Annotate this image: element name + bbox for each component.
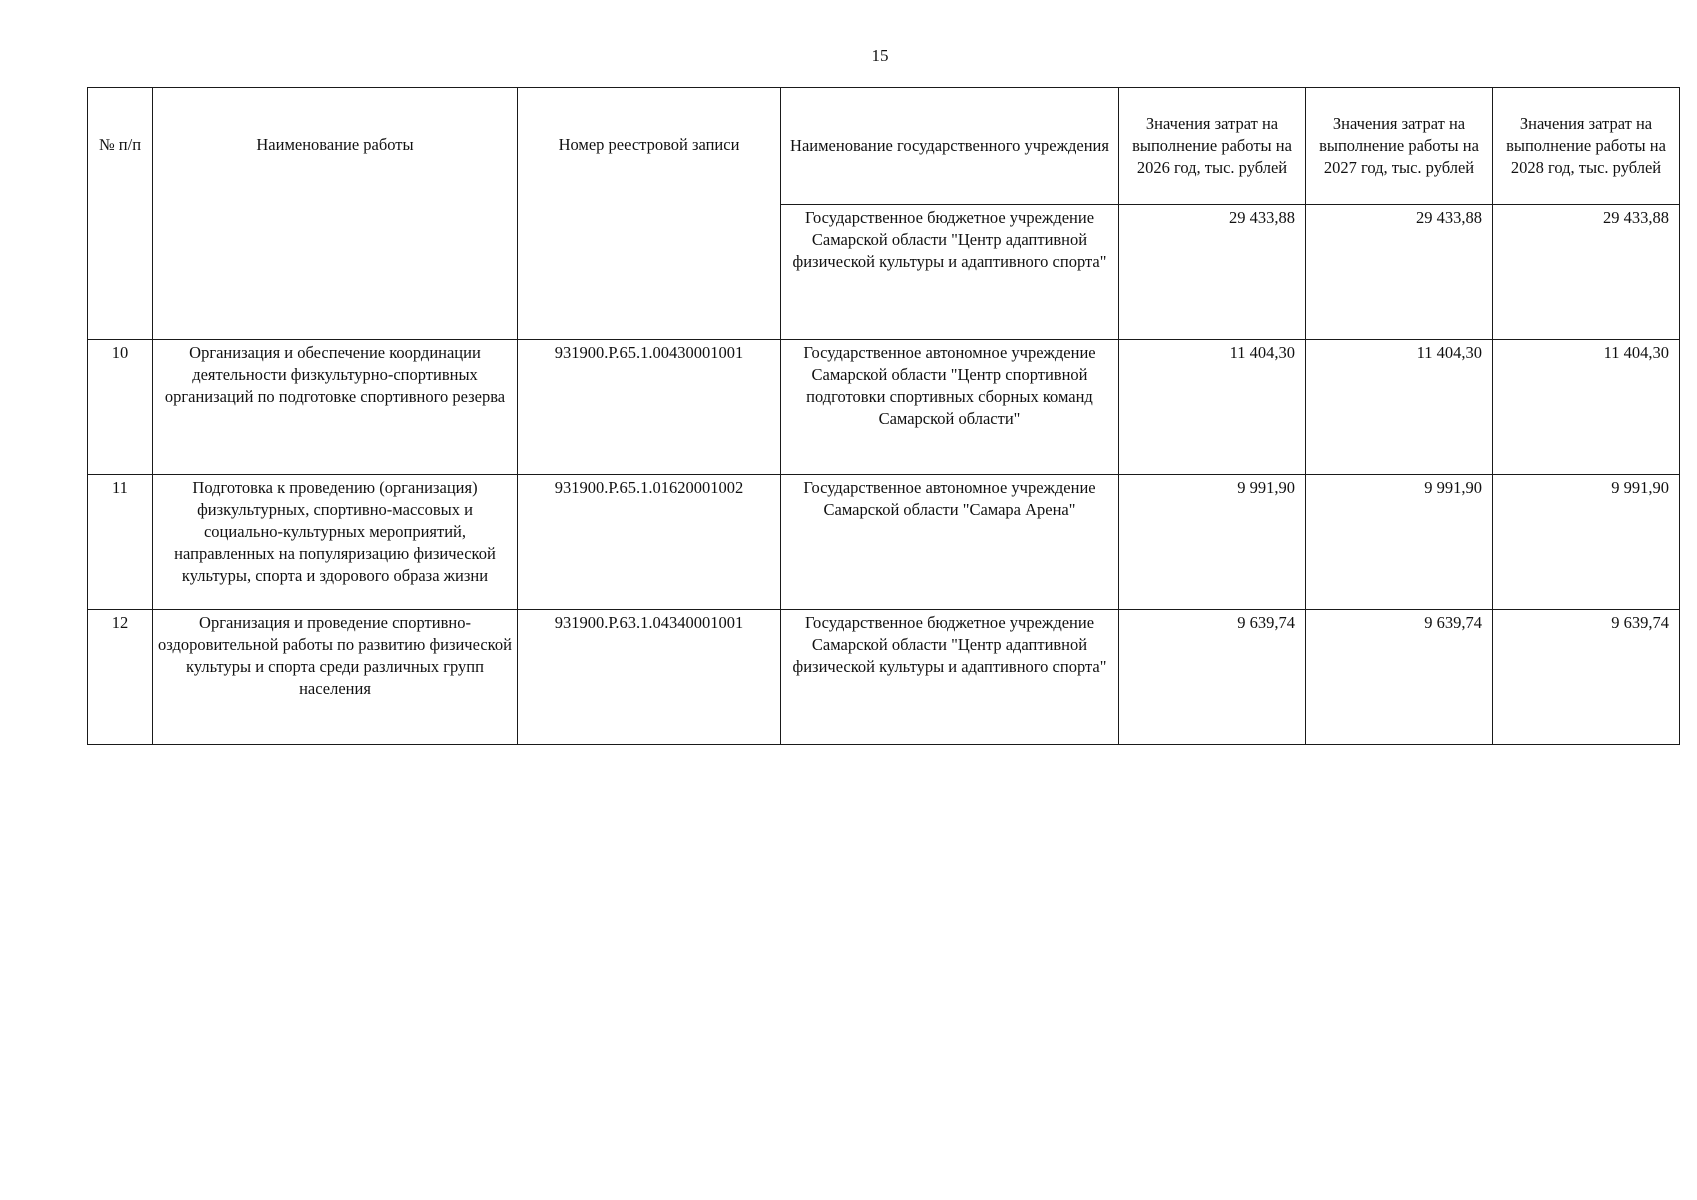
cell-cost-2028: 29 433,88 <box>1493 205 1680 340</box>
cell-cost-2028: 9 639,74 <box>1493 610 1680 745</box>
cell-num: 10 <box>88 340 153 475</box>
cell-cost-2026: 11 404,30 <box>1119 340 1306 475</box>
header-work-name: Наименование работы <box>153 88 518 340</box>
header-registry: Номер реестровой записи <box>518 88 781 340</box>
cell-institution: Государственное автономное учреждение Самарской области "Самара Арена" <box>781 475 1119 610</box>
header-cost-2028: Значения затрат на выполнение работы на 2028 год, тыс. рублей <box>1493 88 1680 205</box>
cell-institution: Государственное автономное учреждение Самарской области "Центр спортивной подготовки спортивных сборных команд Самарской области" <box>781 340 1119 475</box>
table-header-row <box>88 88 1680 205</box>
cell-cost-2028: 11 404,30 <box>1493 340 1680 475</box>
cell-num: 11 <box>88 475 153 610</box>
cell-work-name: Подготовка к проведению (организация) физкультурных, спортивно-массовых и социально-культурных мероприятий, направленных на популяризацию физической культуры, спорта и здорового образа жизни <box>153 475 518 610</box>
header-institution: Наименование государственного учреждения <box>781 88 1119 205</box>
cell-institution: Государственное бюджетное учреждение Самарской области "Центр адаптивной физической культуры и адаптивного спорта" <box>781 205 1119 340</box>
cell-cost-2027: 11 404,30 <box>1306 340 1493 475</box>
cell-cost-2026: 29 433,88 <box>1119 205 1306 340</box>
cell-institution: Государственное бюджетное учреждение Самарской области "Центр адаптивной физической культуры и адаптивного спорта" <box>781 610 1119 745</box>
cell-work-name: Организация и проведение спортивно-оздоровительной работы по развитию физической культуры и спорта среди различных групп населения <box>153 610 518 745</box>
cell-registry: 931900.Р.63.1.04340001001 <box>518 610 781 745</box>
work-costs-table <box>87 87 1680 745</box>
header-cost-2027: Значения затрат на выполнение работы на 2027 год, тыс. рублей <box>1306 88 1493 205</box>
cell-work-name: Организация и обеспечение координации деятельности физкультурно-спортивных организаций по подготовке спортивного резерва <box>153 340 518 475</box>
cell-registry: 931900.Р.65.1.00430001001 <box>518 340 781 475</box>
table-row <box>88 475 1680 610</box>
table-row <box>88 610 1680 745</box>
header-cost-2026: Значения затрат на выполнение работы на 2026 год, тыс. рублей <box>1119 88 1306 205</box>
cell-cost-2028: 9 991,90 <box>1493 475 1680 610</box>
cell-cost-2026: 9 639,74 <box>1119 610 1306 745</box>
table-row <box>88 340 1680 475</box>
cell-cost-2027: 9 639,74 <box>1306 610 1493 745</box>
header-num: № п/п <box>88 88 153 340</box>
cell-cost-2026: 9 991,90 <box>1119 475 1306 610</box>
cell-num: 12 <box>88 610 153 745</box>
cell-registry: 931900.Р.65.1.01620001002 <box>518 475 781 610</box>
page-number: 15 <box>871 46 889 65</box>
cell-cost-2027: 29 433,88 <box>1306 205 1493 340</box>
cell-cost-2027: 9 991,90 <box>1306 475 1493 610</box>
